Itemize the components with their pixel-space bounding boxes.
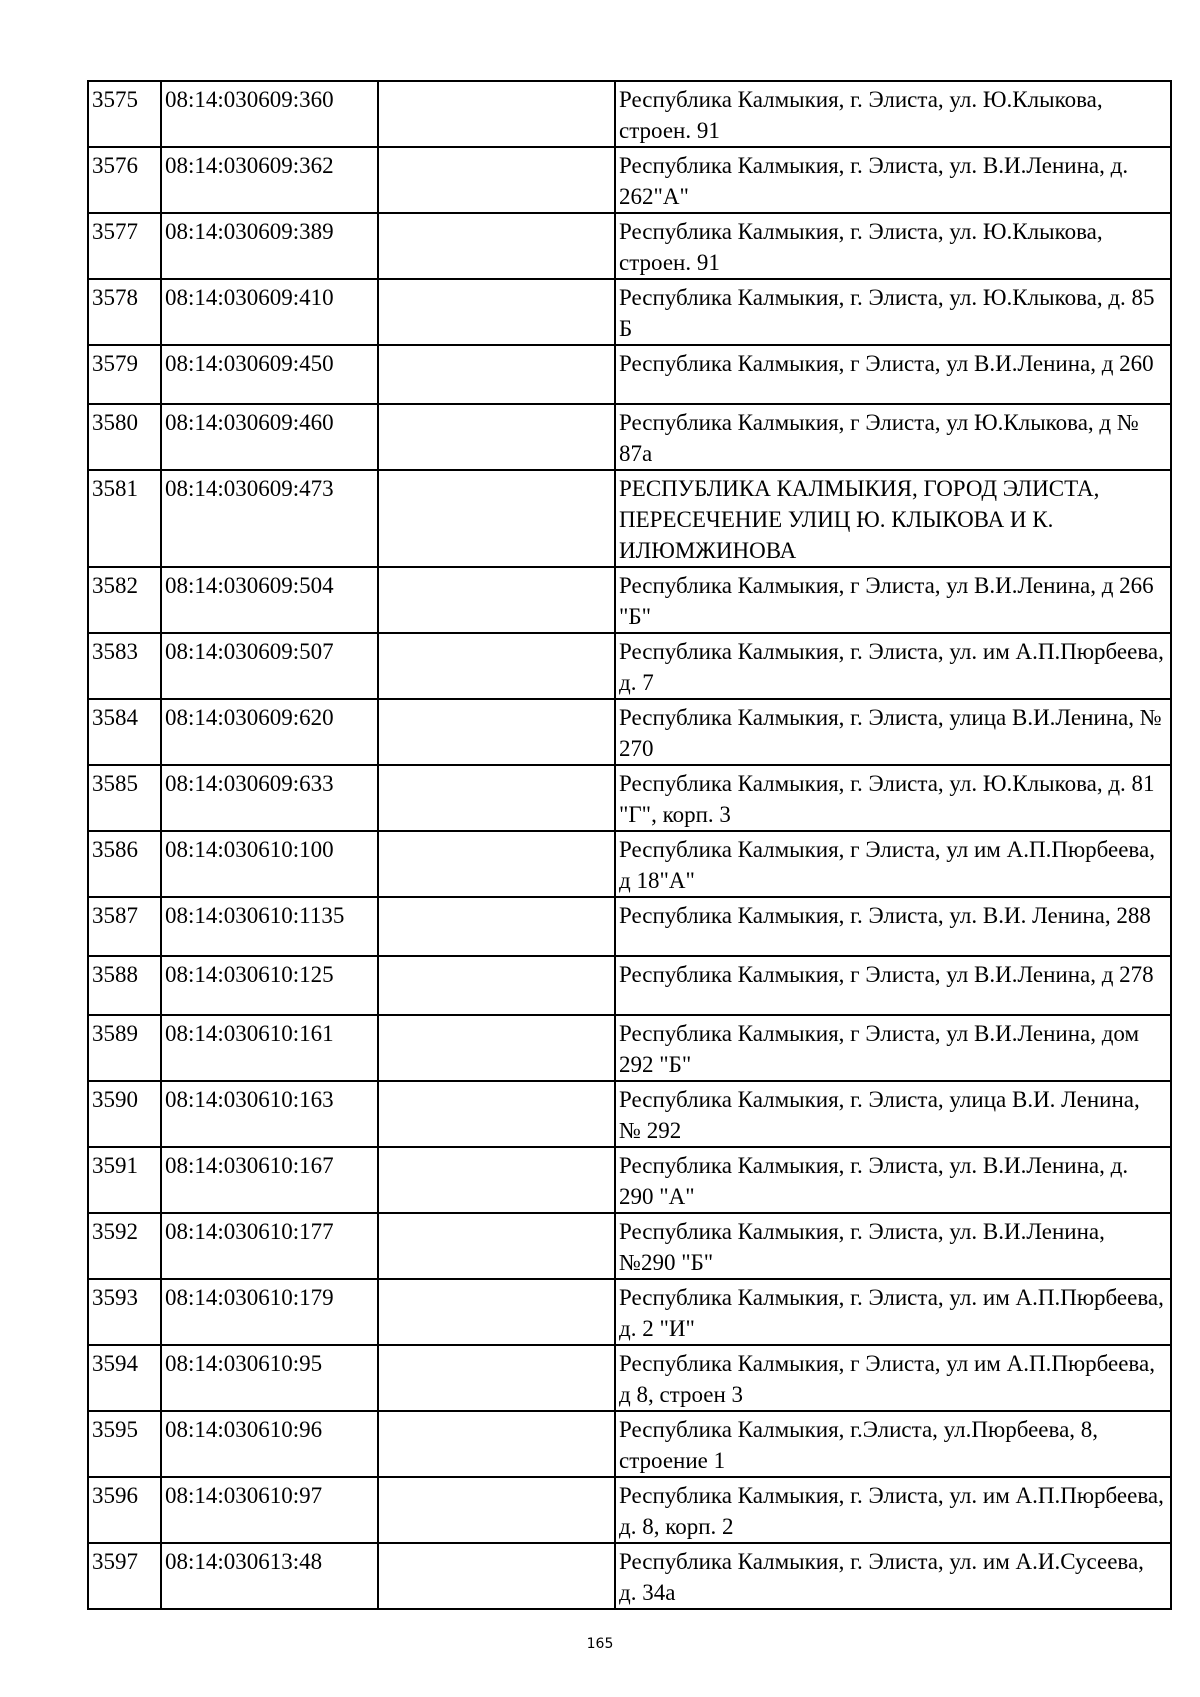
- table-row: [88, 1015, 1171, 1081]
- empty-cell: [378, 1345, 615, 1411]
- empty-cell: [378, 765, 615, 831]
- cadastral-number: 08:14:030609:633: [161, 765, 378, 831]
- address-cell: Республика Калмыкия, г. Элиста, ул. Ю.Клыкова, д. 81 "Г", корп. 3: [615, 765, 1171, 831]
- empty-cell: [378, 1147, 615, 1213]
- table-row: [88, 1543, 1171, 1609]
- registry-table: [87, 80, 1172, 1610]
- table-row: [88, 345, 1171, 404]
- empty-cell: [378, 213, 615, 279]
- cadastral-number: 08:14:030610:1135: [161, 897, 378, 956]
- row-number: 3590: [88, 1081, 161, 1147]
- table-row: [88, 1147, 1171, 1213]
- cadastral-number: 08:14:030609:620: [161, 699, 378, 765]
- address-cell: Республика Калмыкия, г. Элиста, улица В.И.Ленина, № 270: [615, 699, 1171, 765]
- address-cell: Республика Калмыкия, г Элиста, ул В.И.Ленина, д 266 "Б": [615, 567, 1171, 633]
- address-cell: Республика Калмыкия, г Элиста, ул В.И.Ленина, д 278: [615, 956, 1171, 1015]
- page-number: 165: [586, 1636, 614, 1652]
- cadastral-number: 08:14:030609:504: [161, 567, 378, 633]
- address-cell: Республика Калмыкия, г Элиста, ул В.И.Ленина, дом 292 "Б": [615, 1015, 1171, 1081]
- table-row: [88, 1213, 1171, 1279]
- cadastral-number: 08:14:030609:450: [161, 345, 378, 404]
- address-cell: Республика Калмыкия, г Элиста, ул им А.П.Пюрбеева, д 8, строен 3: [615, 1345, 1171, 1411]
- row-number: 3578: [88, 279, 161, 345]
- cadastral-number: 08:14:030609:410: [161, 279, 378, 345]
- table-row: [88, 279, 1171, 345]
- address-cell: РЕСПУБЛИКА КАЛМЫКИЯ, ГОРОД ЭЛИСТА, ПЕРЕСЕЧЕНИЕ УЛИЦ Ю. КЛЫКОВА И К. ИЛЮМЖИНОВА: [615, 470, 1171, 567]
- address-cell: Республика Калмыкия, г. Элиста, ул. им А.П.Пюрбеева, д. 2 "И": [615, 1279, 1171, 1345]
- cadastral-number: 08:14:030613:48: [161, 1543, 378, 1609]
- row-number: 3585: [88, 765, 161, 831]
- row-number: 3582: [88, 567, 161, 633]
- empty-cell: [378, 1477, 615, 1543]
- row-number: 3596: [88, 1477, 161, 1543]
- row-number: 3584: [88, 699, 161, 765]
- table-row: [88, 81, 1171, 147]
- address-cell: Республика Калмыкия, г. Элиста, ул. им А.И.Сусеева, д. 34а: [615, 1543, 1171, 1609]
- row-number: 3594: [88, 1345, 161, 1411]
- address-cell: Республика Калмыкия, г Элиста, ул В.И.Ленина, д 260: [615, 345, 1171, 404]
- cadastral-number: 08:14:030609:360: [161, 81, 378, 147]
- cadastral-number: 08:14:030610:100: [161, 831, 378, 897]
- empty-cell: [378, 699, 615, 765]
- table-row: [88, 1081, 1171, 1147]
- empty-cell: [378, 1213, 615, 1279]
- empty-cell: [378, 831, 615, 897]
- empty-cell: [378, 1015, 615, 1081]
- table-row: [88, 1279, 1171, 1345]
- cadastral-number: 08:14:030610:177: [161, 1213, 378, 1279]
- row-number: 3588: [88, 956, 161, 1015]
- table-row: [88, 699, 1171, 765]
- table-row: [88, 831, 1171, 897]
- cadastral-number: 08:14:030610:161: [161, 1015, 378, 1081]
- row-number: 3586: [88, 831, 161, 897]
- empty-cell: [378, 1411, 615, 1477]
- cadastral-number: 08:14:030609:507: [161, 633, 378, 699]
- table-row: [88, 404, 1171, 470]
- table-row: [88, 213, 1171, 279]
- empty-cell: [378, 567, 615, 633]
- row-number: 3597: [88, 1543, 161, 1609]
- cadastral-number: 08:14:030610:179: [161, 1279, 378, 1345]
- cadastral-number: 08:14:030609:389: [161, 213, 378, 279]
- row-number: 3576: [88, 147, 161, 213]
- address-cell: Республика Калмыкия, г. Элиста, ул. Ю.Клыкова, строен. 91: [615, 81, 1171, 147]
- registry-table-body: [88, 81, 1171, 1609]
- empty-cell: [378, 956, 615, 1015]
- empty-cell: [378, 633, 615, 699]
- cadastral-number: 08:14:030610:95: [161, 1345, 378, 1411]
- address-cell: Республика Калмыкия, г. Элиста, ул. Ю.Клыкова, д. 85 Б: [615, 279, 1171, 345]
- row-number: 3581: [88, 470, 161, 567]
- cadastral-number: 08:14:030610:97: [161, 1477, 378, 1543]
- table-row: [88, 897, 1171, 956]
- table-row: [88, 470, 1171, 567]
- table-row: [88, 147, 1171, 213]
- row-number: 3577: [88, 213, 161, 279]
- empty-cell: [378, 404, 615, 470]
- row-number: 3575: [88, 81, 161, 147]
- row-number: 3595: [88, 1411, 161, 1477]
- cadastral-number: 08:14:030609:460: [161, 404, 378, 470]
- cadastral-number: 08:14:030610:163: [161, 1081, 378, 1147]
- table-row: [88, 633, 1171, 699]
- cadastral-number: 08:14:030609:362: [161, 147, 378, 213]
- table-row: [88, 956, 1171, 1015]
- empty-cell: [378, 470, 615, 567]
- empty-cell: [378, 345, 615, 404]
- row-number: 3579: [88, 345, 161, 404]
- empty-cell: [378, 279, 615, 345]
- address-cell: Республика Калмыкия, г. Элиста, ул. В.И.Ленина, д. 262"А": [615, 147, 1171, 213]
- address-cell: Республика Калмыкия, г. Элиста, ул. В.И. Ленина, 288: [615, 897, 1171, 956]
- cadastral-number: 08:14:030610:167: [161, 1147, 378, 1213]
- address-cell: Республика Калмыкия, г Элиста, ул им А.П.Пюрбеева, д 18"А": [615, 831, 1171, 897]
- row-number: 3591: [88, 1147, 161, 1213]
- empty-cell: [378, 1543, 615, 1609]
- table-row: [88, 1345, 1171, 1411]
- row-number: 3592: [88, 1213, 161, 1279]
- address-cell: Республика Калмыкия, г. Элиста, улица В.И. Ленина, № 292: [615, 1081, 1171, 1147]
- table-row: [88, 1477, 1171, 1543]
- address-cell: Республика Калмыкия, г. Элиста, ул. В.И.Ленина, №290 "Б": [615, 1213, 1171, 1279]
- row-number: 3580: [88, 404, 161, 470]
- row-number: 3583: [88, 633, 161, 699]
- address-cell: Республика Калмыкия, г Элиста, ул Ю.Клыкова, д № 87а: [615, 404, 1171, 470]
- address-cell: Республика Калмыкия, г. Элиста, ул. им А.П.Пюрбеева, д. 7: [615, 633, 1171, 699]
- empty-cell: [378, 1081, 615, 1147]
- row-number: 3589: [88, 1015, 161, 1081]
- address-cell: Республика Калмыкия, г. Элиста, ул. В.И.Ленина, д. 290 "А": [615, 1147, 1171, 1213]
- address-cell: Республика Калмыкия, г. Элиста, ул. Ю.Клыкова, строен. 91: [615, 213, 1171, 279]
- cadastral-number: 08:14:030610:96: [161, 1411, 378, 1477]
- table-row: [88, 765, 1171, 831]
- table-row: [88, 567, 1171, 633]
- table-row: [88, 1411, 1171, 1477]
- address-cell: Республика Калмыкия, г.Элиста, ул.Пюрбеева, 8, строение 1: [615, 1411, 1171, 1477]
- row-number: 3587: [88, 897, 161, 956]
- empty-cell: [378, 897, 615, 956]
- row-number: 3593: [88, 1279, 161, 1345]
- cadastral-number: 08:14:030609:473: [161, 470, 378, 567]
- empty-cell: [378, 147, 615, 213]
- address-cell: Республика Калмыкия, г. Элиста, ул. им А.П.Пюрбеева, д. 8, корп. 2: [615, 1477, 1171, 1543]
- cadastral-number: 08:14:030610:125: [161, 956, 378, 1015]
- empty-cell: [378, 81, 615, 147]
- empty-cell: [378, 1279, 615, 1345]
